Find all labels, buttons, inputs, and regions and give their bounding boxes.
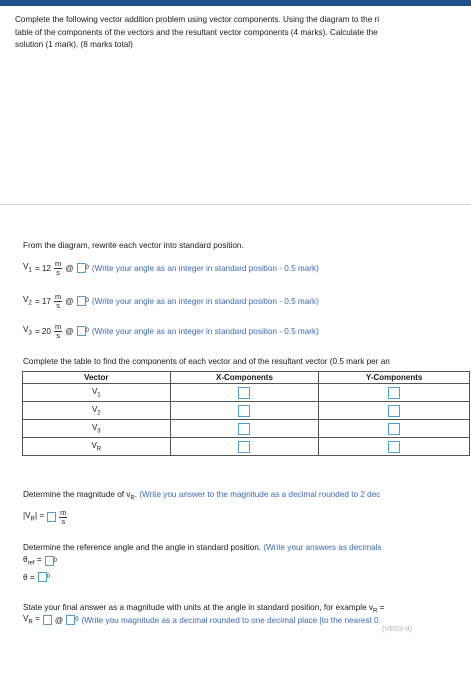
final-prompt: State your final answer as a magnitude with units at the angle in standard position, for example $v_R$ = [23, 603, 385, 615]
header-vector: Vector [23, 372, 171, 384]
y-input-vr[interactable] [388, 441, 400, 453]
final-answer-row [23, 610, 384, 630]
table-instruction: Complete the table to find the components of each vector and of the resultant vector (0.5 mark per an [23, 357, 390, 366]
hint-text: (Write your answers as decimals [263, 543, 382, 552]
x-component-cell [170, 438, 319, 456]
vector-label: $V_3$ [23, 325, 32, 337]
reference-angle-input[interactable] [45, 556, 54, 566]
at-symbol: @ [65, 263, 74, 273]
angle-prompt: Determine the reference angle and the angle in standard position. (Write your answers as decimals [23, 543, 382, 552]
y-component-cell [319, 384, 470, 402]
vector-label: $V_2$ [23, 295, 32, 307]
table-row [23, 420, 470, 438]
unit-fraction: $\frac{m}{s}$ [54, 258, 62, 277]
x-input-vr[interactable] [238, 441, 250, 453]
standard-angle-label: θ = [23, 572, 35, 582]
intro-line-3: solution (1 mark). (8 marks total) [15, 40, 133, 49]
x-component-cell [170, 384, 319, 402]
standard-angle-row [23, 567, 53, 587]
final-angle-input[interactable] [66, 615, 75, 625]
vector-magnitude: = 12 [34, 263, 51, 273]
hint-text: (Write your angle as an integer in standard position - 0.5 mark) [91, 263, 319, 273]
unit-fraction: $\frac{m}{s}$ [60, 507, 67, 526]
table-row [23, 384, 470, 402]
y-component-cell [319, 402, 470, 420]
x-input-v1[interactable] [238, 387, 250, 399]
vector-label: $V_1$ [23, 262, 32, 274]
top-bar [0, 0, 471, 6]
degree-mark: 0 [85, 298, 89, 304]
standard-angle-input[interactable] [38, 572, 47, 582]
intro-line-2: table of the components of the vectors and the resultant vector components (4 marks). Calculate the [15, 27, 378, 37]
question-intro [15, 14, 471, 52]
vector-cell: $V_3$ [23, 420, 171, 438]
vector-row-1 [23, 258, 322, 278]
degree-mark: 0 [46, 574, 50, 580]
question-code: (VE03-d) [382, 624, 413, 633]
magnitude-input[interactable] [47, 512, 56, 522]
x-component-cell [170, 402, 319, 420]
unit-fraction: $\frac{m}{s}$ [54, 321, 62, 340]
degree-mark: 0 [53, 558, 57, 564]
header-y-components: Y-Components [319, 372, 470, 384]
at-symbol: @ [65, 326, 74, 336]
vector-cell: $V_1$ [23, 384, 171, 402]
hint-text: (Write your angle as an integer in standard position - 0.5 mark) [91, 296, 319, 306]
degree-mark: 0 [85, 328, 89, 334]
y-input-v3[interactable] [388, 423, 400, 435]
reference-angle-label: $\theta_{ref}$ = [23, 555, 42, 567]
at-symbol: @ [54, 615, 64, 625]
components-table [22, 371, 470, 456]
y-component-cell [319, 420, 470, 438]
magnitude-prompt: Determine the magnitude of $v_R$. (Write you answer to the magnitude as a decimal rounded to 2 dec [23, 490, 381, 502]
final-label: $V_R$ = [23, 614, 40, 626]
magnitude-row [23, 507, 70, 527]
vector-cell: $V_2$ [23, 402, 171, 420]
table-row [23, 438, 470, 456]
at-symbol: @ [65, 296, 74, 306]
y-input-v1[interactable] [388, 387, 400, 399]
x-component-cell [170, 420, 319, 438]
vector-magnitude: = 17 [34, 296, 51, 306]
magnitude-label: $|V_R|$ = [23, 511, 45, 523]
intro-line-1: Complete the following vector addition problem using vector components. Using the diagram to the ri [15, 15, 380, 24]
hint-text: (Write you answer to the magnitude as a decimal rounded to 2 dec [139, 490, 381, 499]
angle-input-v1[interactable] [77, 263, 86, 273]
x-input-v3[interactable] [238, 423, 250, 435]
degree-mark: 0 [85, 265, 89, 271]
section1-heading: From the diagram, rewrite each vector into standard position. [23, 241, 244, 250]
hint-text: (Write your angle as an integer in standard position - 0.5 mark) [91, 326, 319, 336]
table-row [23, 402, 470, 420]
unit-fraction: $\frac{m}{s}$ [54, 291, 62, 310]
header-x-components: X-Components [170, 372, 319, 384]
final-magnitude-input[interactable] [43, 615, 52, 625]
y-component-cell [319, 438, 470, 456]
vector-magnitude: = 20 [34, 326, 51, 336]
vector-cell: $V_R$ [23, 438, 171, 456]
section-divider [0, 204, 471, 205]
degree-mark: 0 [75, 617, 79, 623]
angle-input-v3[interactable] [77, 326, 86, 336]
vector-row-2 [23, 291, 322, 311]
x-input-v2[interactable] [238, 405, 250, 417]
y-input-v2[interactable] [388, 405, 400, 417]
hint-text: (Write you magnitude as a decimal rounded to one decimal place [to the nearest 0. [81, 615, 381, 625]
angle-input-v2[interactable] [77, 296, 86, 306]
vector-row-3 [23, 321, 322, 341]
